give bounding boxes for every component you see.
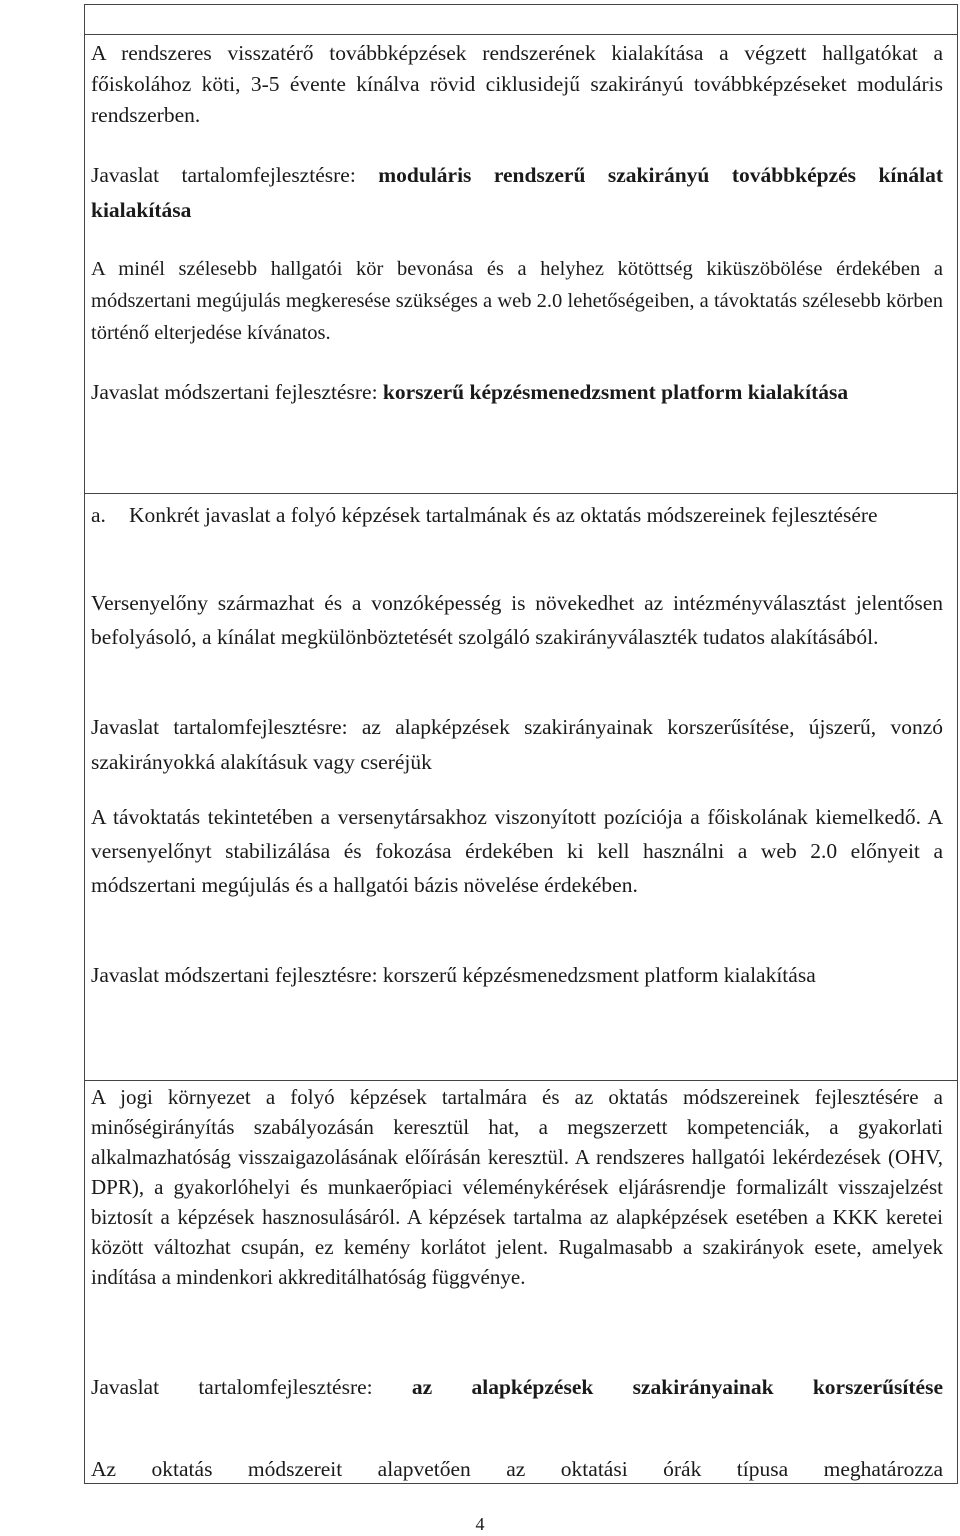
proposal-methodology-2: Javaslat módszertani fejlesztésre: korszerű képzésmenedzsment platform kialakítása xyxy=(91,963,816,987)
proposal-bold: korszerű képzésmenedzsment platform kialakítása xyxy=(382,380,849,404)
proposal-lead: Javaslat módszertani fejlesztésre: xyxy=(91,380,378,404)
paragraph-distance-learning: A minél szélesebb hallgatói kör bevonása és a helyhez kötöttség kiküszöbölése érdekében a módszertani megújulás megkeresése szükséges a web 2.0 lehetőségeiben, a távoktatás szélesebb körben történő elterjedése kívánatos. xyxy=(91,258,943,344)
proposal-lead: Javaslat tartalomfejlesztésre: xyxy=(91,1375,373,1399)
divider-top xyxy=(84,34,958,35)
section-heading: Konkrét javaslat a folyó képzések tartalmának és az oktatás módszereinek fejlesztésére xyxy=(129,503,878,527)
paragraph-legal-environment: A jogi környezet a folyó képzések tartalmára és az oktatás módszereinek fejlesztésére a minőségirányítás szabályozásán keresztül hat, a megszerzett kompetenciák, a gyakorlati alkalmazhatóság visszaigazolásának előírásán keresztül. A rendszeres hallgatói lekérdezések (OHV, DPR), a gyakorlóhelyi és munkaerőpiaci véleménykérések eljárásrendje formalizált visszajelzést biztosít a képzések hasznosulásáról. A képzések tartalma az alapképzések esetében a KKK keretei között változhat csupán, ez kemény korlátot jelent. Rugalmasabb a szakirányok esete, amelyek indítása a mindenkori akkreditálhatóság függvénye. xyxy=(91,1085,943,1289)
paragraph-distance-position: A távoktatás tekintetében a versenytársakhoz viszonyított pozíciója a főiskolának kiemelkedő. A versenyelőnyt stabilizálása és fokozása érdekében ki kell használni a web 2.0 előnyeit a módszertani megújulás és a hallgatói bázis növelése érdekében. xyxy=(91,805,943,897)
proposal-content-development-3 xyxy=(91,1372,943,1403)
divider-block-3 xyxy=(84,1080,958,1081)
proposal-bold: moduláris rendszerű szakirányú továbbképzés kínálat kialakítása xyxy=(91,163,944,222)
proposal-methodology-1 xyxy=(91,375,943,410)
section-letter: a. xyxy=(91,503,106,527)
paragraph-teaching-methods: Az oktatás módszereit alapvetően az oktatási órák típusa meghatározza xyxy=(91,1457,943,1481)
paragraph-competitive-advantage: Versenyelőny származhat és a vonzóképesség is növekedhet az intézményválasztást jelentősen befolyásoló, a kínálat megkülönböztetését szolgáló szakirányválaszték tudatos alakításából. xyxy=(91,591,943,649)
proposal-content-development-1 xyxy=(91,158,943,228)
page-number: 4 xyxy=(475,1514,485,1534)
paragraph-continuing-education: A rendszeres visszatérő továbbképzések rendszerének kialakítása a végzett hallgatókat a főiskolához köti, 3-5 évente kínálva rövid ciklusidejű szakirányú továbbképzéseket moduláris rendszerben. xyxy=(91,41,943,127)
proposal-lead: Javaslat tartalomfejlesztésre: xyxy=(91,163,356,187)
divider-block-2 xyxy=(84,493,958,494)
proposal-bold: az alapképzések szakirányainak korszerűsítése xyxy=(411,1375,944,1399)
proposal-content-development-2: Javaslat tartalomfejlesztésre: az alapképzések szakirányainak korszerűsítése, újszerű, vonzó szakirányokká alakításuk vagy cseréjük xyxy=(91,715,943,774)
